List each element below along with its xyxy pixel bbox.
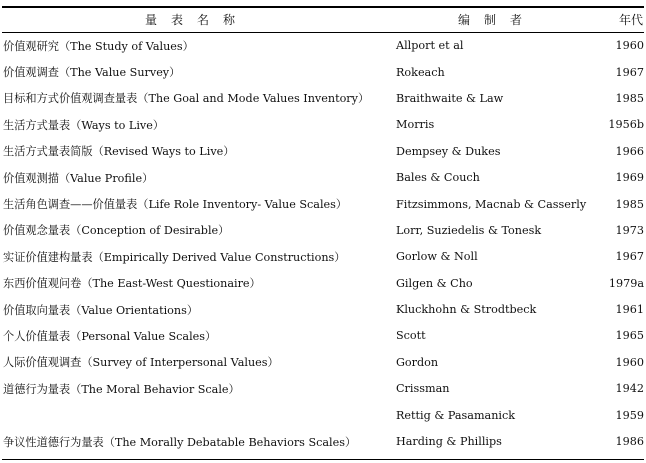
table-row [2,112,644,138]
table-row [2,33,644,59]
table-row [2,217,644,243]
scale-name-cell: 价值观念量表（Conception of Desirable） [3,224,230,238]
scale-name-cell: 价值取向量表（Value Orientations） [3,303,199,317]
authors-cell: Gorlow & Noll [396,250,478,264]
authors-cell: Kluckhohn & Strodtbeck [396,303,537,317]
authors-cell: Harding & Phillips [396,435,502,449]
header-authors: 编制者 [457,13,536,27]
authors-cell: Gilgen & Cho [396,276,473,290]
year-cell: 1985 [615,197,644,211]
scale-name-cell: 个人价值量表（Personal Value Scales） [3,329,217,343]
table-row [2,323,644,349]
scale-name-cell: 生活方式量表（Ways to Live） [3,118,165,132]
authors-cell: Braithwaite & Law [396,91,504,105]
scale-name-cell: 生活角色调查——价值量表（Life Role Inventory- Value Scales） [3,198,348,212]
scale-name-cell: 实证价值建构量表（Empirically Derived Value Constructions） [3,250,346,264]
year-cell: 1959 [615,408,644,422]
table-row [2,244,644,270]
year-cell: 1979a [608,276,644,290]
scale-name-cell: 价值观测描（Value Profile） [3,171,154,185]
year-cell: 1942 [615,382,644,396]
authors-cell: Rokeach [396,65,445,79]
scale-name-cell: 价值观调查（The Value Survey） [3,66,181,80]
scale-name-cell: 生活方式量表简版（Revised Ways to Live） [3,145,235,159]
scale-name-cell: 道德行为量表（The Moral Behavior Scale） [3,382,240,396]
authors-cell: Rettig & Pasamanick [396,408,516,422]
authors-cell: Morris [396,118,435,132]
table-row [2,138,644,164]
table-row [2,59,644,85]
year-cell: 1986 [615,435,644,449]
authors-cell: Lorr, Suziedelis & Tonesk [396,223,542,237]
authors-cell: Gordon [396,355,439,369]
year-cell: 1960 [615,39,644,53]
table-row [2,376,644,402]
table-row [2,270,644,296]
year-cell: 1956b [608,118,644,132]
bottom-rule [2,459,644,460]
year-cell: 1967 [615,65,644,79]
table-row [2,164,644,190]
table-row [2,85,644,111]
authors-cell: Crissman [396,382,450,396]
year-cell: 1965 [615,329,644,343]
year-cell: 1960 [615,355,644,369]
scale-name-cell: 东西价值观问卷（The East-West Questionaire） [3,277,261,291]
table-row [2,349,644,375]
table-row [2,296,644,322]
year-cell: 1969 [615,171,644,185]
authors-cell: Allport et al [396,39,464,53]
year-cell: 1973 [615,223,644,237]
year-cell: 1961 [615,303,644,317]
table-row [2,428,644,454]
scales-table [2,6,644,460]
authors-cell: Fitzsimmons, Macnab & Casserly [396,197,587,211]
header-year: 年代 [618,13,643,27]
year-cell: 1967 [615,250,644,264]
header-scale-name: 量表名称 [144,13,249,27]
year-cell: 1985 [615,91,644,105]
scale-name-cell: 人际价值观调查（Survey of Interpersonal Values） [3,356,279,370]
table-header [2,8,644,32]
year-cell: 1966 [615,144,644,158]
scale-name-cell: 争议性道德行为量表（The Morally Debatable Behaviors Scales） [3,435,357,449]
table-row [2,191,644,217]
scale-name-cell: 目标和方式价值观调查量表（The Goal and Mode Values Inventory） [3,92,370,106]
authors-cell: Scott [396,329,426,343]
scale-name-cell: 价值观研究（The Study of Values） [3,39,194,53]
authors-cell: Bales & Couch [396,171,480,185]
authors-cell: Dempsey & Dukes [396,144,501,158]
table-row [2,402,644,428]
